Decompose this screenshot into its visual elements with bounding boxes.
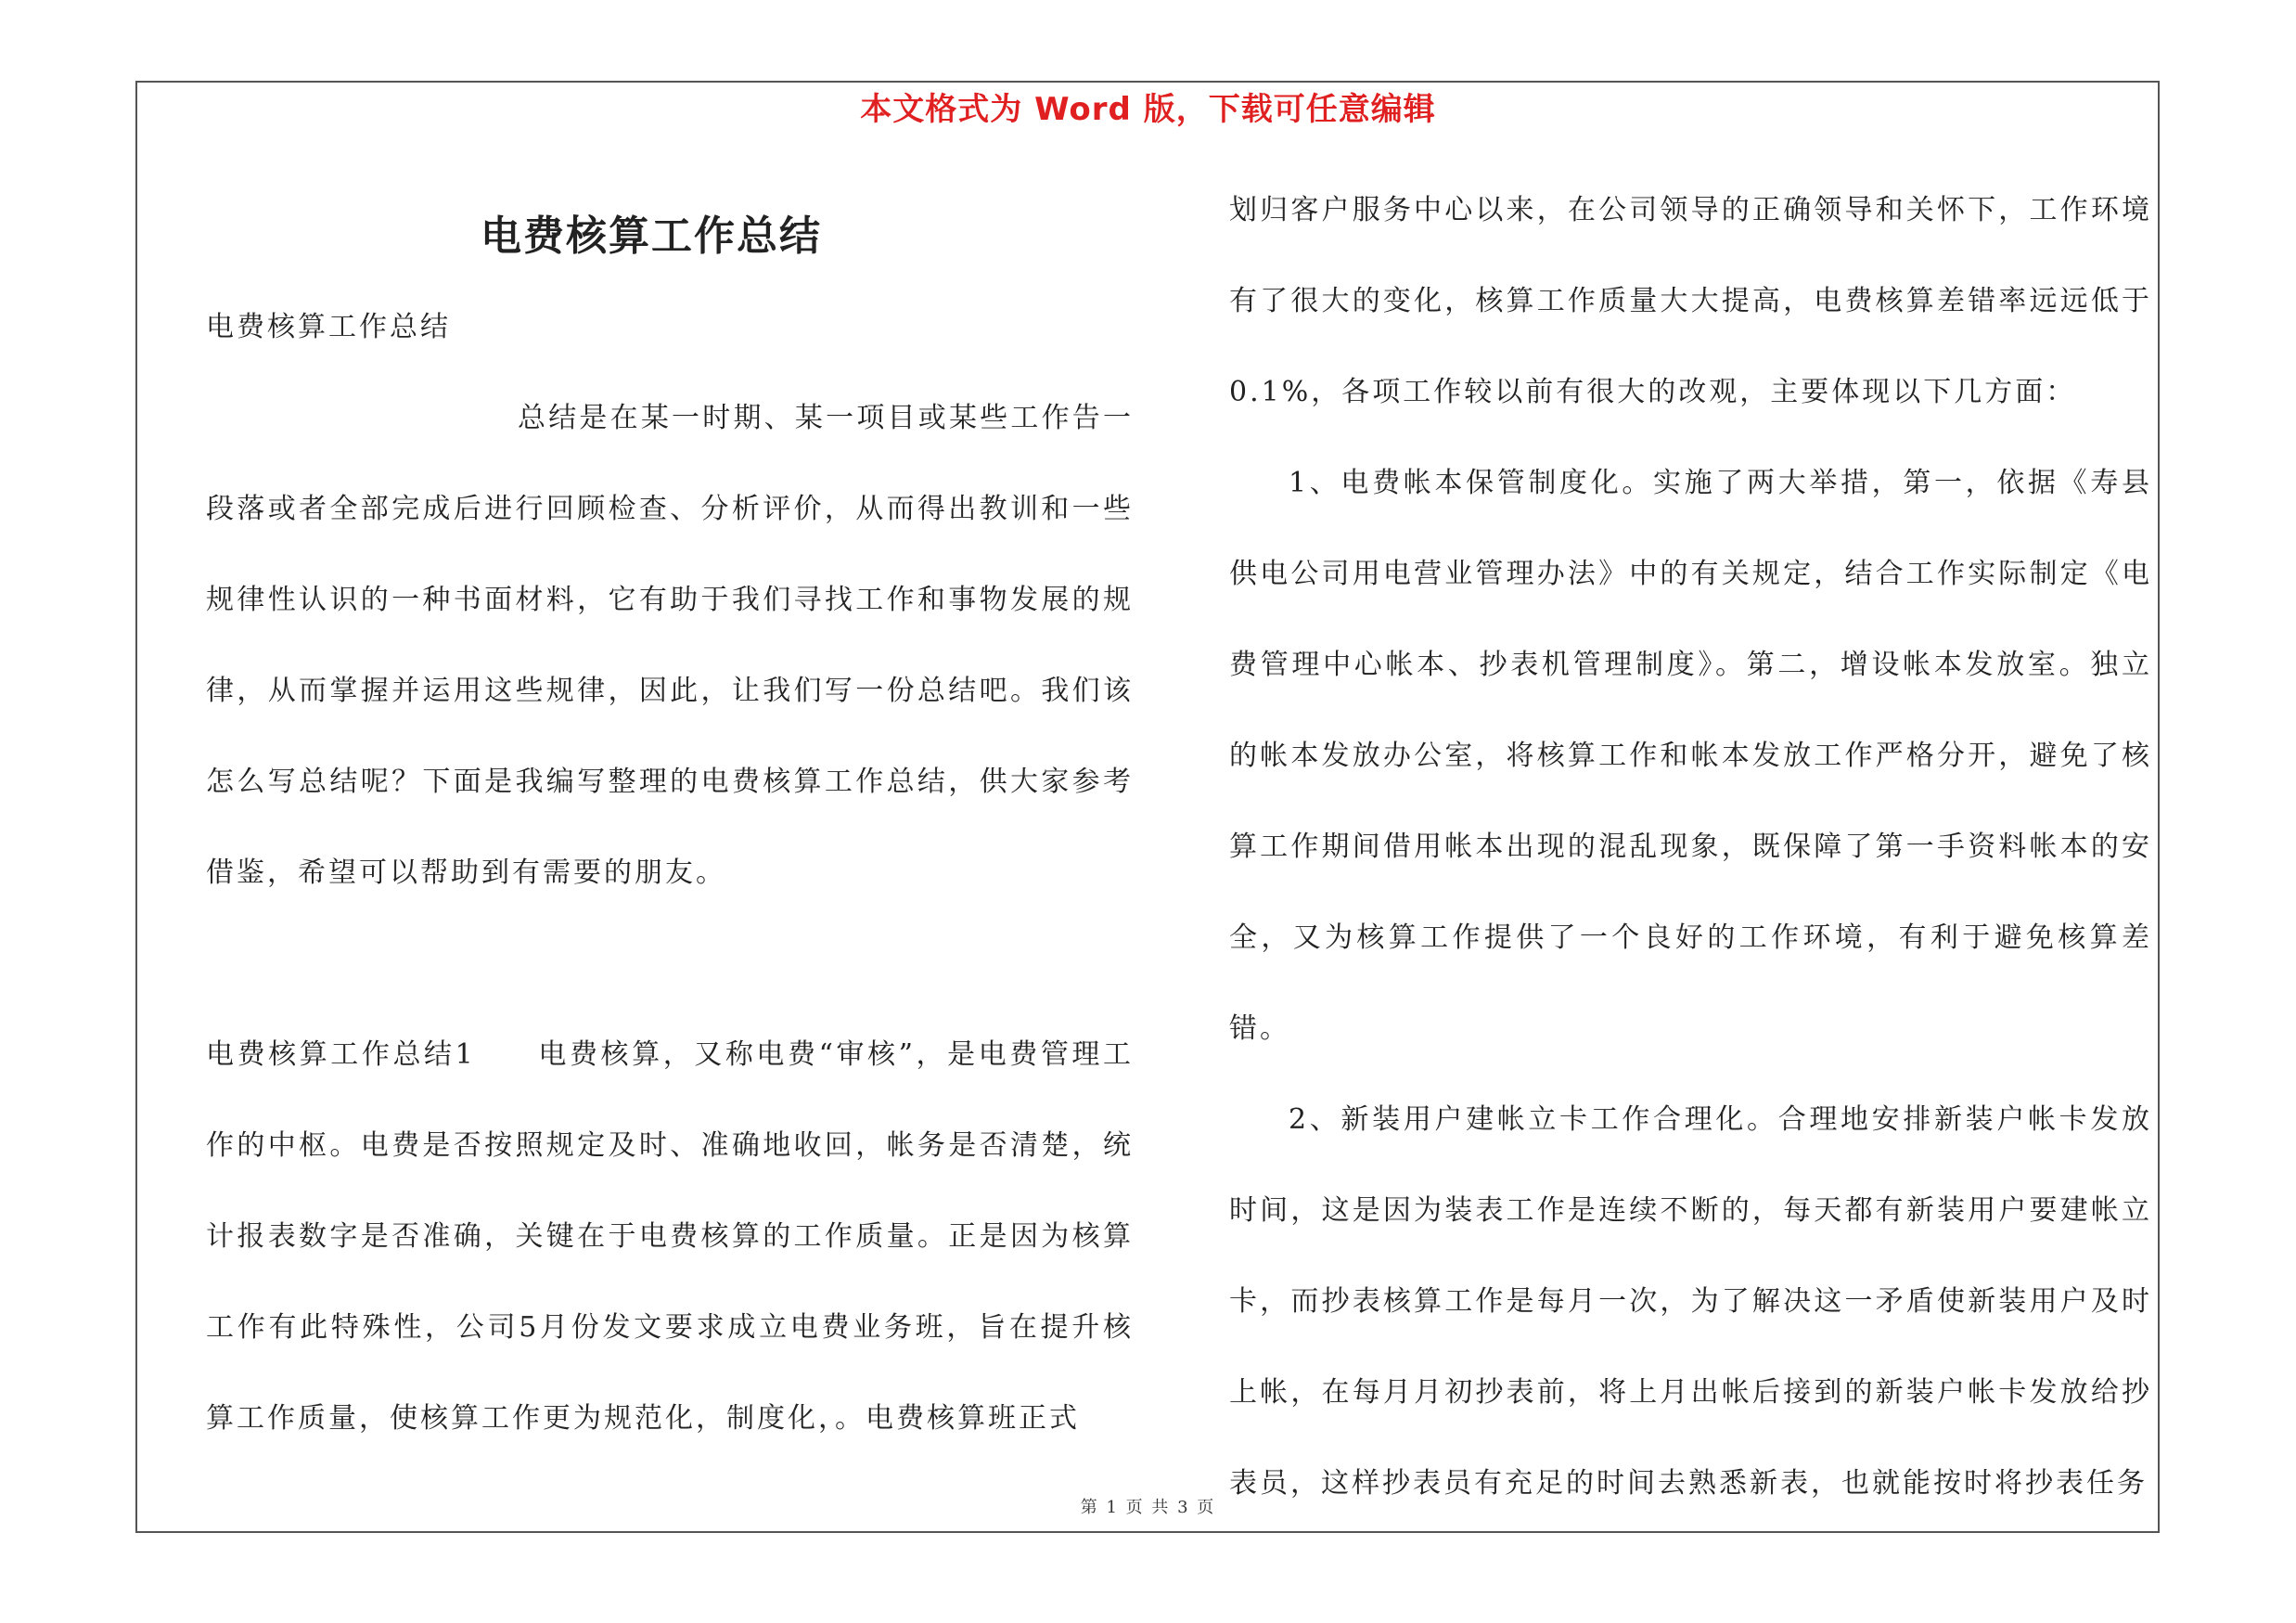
document-title: 电费核算工作总结 xyxy=(481,213,822,260)
paragraph-gap xyxy=(206,919,1134,1010)
page-footer: 第 1 页 共 3 页 xyxy=(1080,1498,1216,1517)
continuation-paragraph: 划归客户服务中心以来，在公司领导的正确领导和关怀下，工作环境有了很大的变化，核算工作质量大大提高，电费核算差错率远远低于0.1%，各项工作较以前有很大的改观，主要体现以下几方面： xyxy=(1229,194,2152,408)
left-column xyxy=(206,191,1134,1464)
intro-paragraph: 总结是在某一时期、某一项目或某些工作告一段落或者全部完成后进行回顾检查、分析评价，从而得出教训和一些规律性认识的一种书面材料，它有助于我们寻找工作和事物发展的规律，从而掌握并运用这些规律，因此，让我们写一份总结吧。我们该怎么写总结呢？下面是我编写整理的电费核算工作总结，供大家参考借鉴，希望可以帮助到有需要的朋友。 xyxy=(206,402,1134,889)
item-2-paragraph: 2、新装用户建帐立卡工作合理化。合理地安排新装户帐卡发放时间，这是因为装表工作是连续不断的，每天都有新装用户要建帐立卡，而抄表核算工作是每月一次，为了解决这一矛盾使新装用户及时上帐，在每月月初抄表前，将上月出帐后接到的新装户帐卡发放给抄表员，这样抄表员有充足的时间去熟悉新表，也就能按时将抄表任务 xyxy=(1229,1103,2152,1500)
section-1-paragraph: 电费核算工作总结1 电费核算，又称电费“审核”，是电费管理工作的中枢。电费是否按照规定及时、准确地收回，帐务是否清楚，统计报表数字是否准确，关键在于电费核算的工作质量。正是因为核算工作有此特殊性，公司5月份发文要求成立电费业务班，旨在提升核算工作质量，使核算工作更为规范化，制度化，。电费核算班正式 xyxy=(206,1038,1134,1435)
item-1-paragraph: 1、电费帐本保管制度化。实施了两大举措，第一，依据《寿县供电公司用电营业管理办法》中的有关规定，结合工作实际制定《电费管理中心帐本、抄表机管理制度》。第二，增设帐本发放室。独立的帐本发放办公室，将核算工作和帐本发放工作严格分开，避免了核算工作期间借用帐本出现的混乱现象，既保障了第一手资料帐本的安全，又为核算工作提供了一个良好的工作环境，有利于避免核算差错。 xyxy=(1229,467,2152,1045)
right-column xyxy=(1229,165,2152,1529)
document-subtitle: 电费核算工作总结 xyxy=(206,311,451,343)
word-format-banner: 本文格式为 Word 版，下载可任意编辑 xyxy=(860,91,1436,128)
